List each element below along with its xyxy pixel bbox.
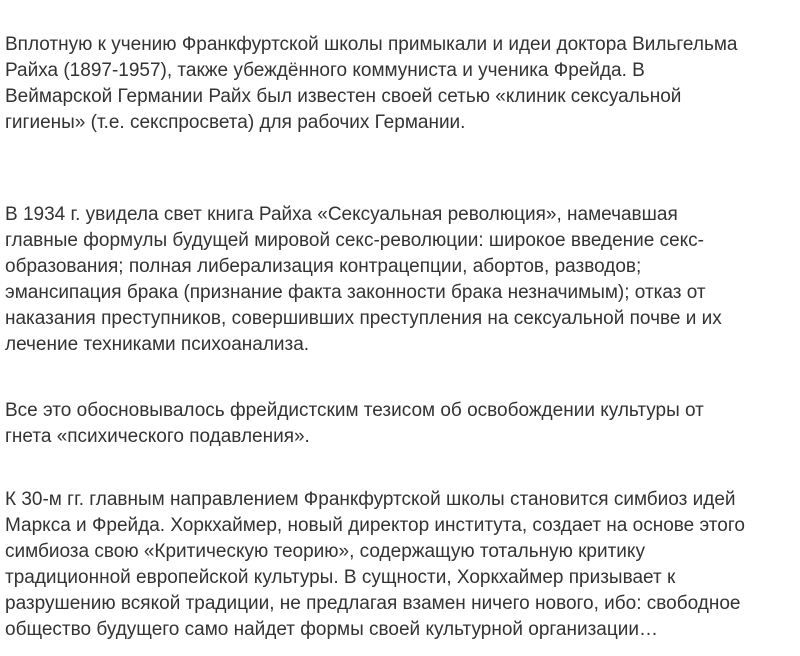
text-line: наказания преступников, совершивших преступления на сексуальной почве и их — [5, 308, 722, 329]
text-line: лечение техниками психоанализа. — [5, 334, 310, 355]
text-line: гнета «психического подавления». — [5, 426, 310, 447]
text-line: Маркса и Фрейда. Хоркхаймер, новый директор института, создает на основе этого — [5, 515, 745, 536]
text-line: симбиоза свою «Критическую теорию», содержащую тотальную критику — [5, 541, 645, 562]
text-line: традиционной европейской культуры. В сущности, Хоркхаймер призывает к — [5, 567, 676, 588]
text-line: главные формулы будущей мировой секс-революции: широкое введение секс- — [5, 230, 705, 251]
text-line: К 30-м гг. главным направлением Франкфуртской школы становится симбиоз идей — [5, 489, 736, 510]
text-line: эмансипация брака (признание факта законности брака незначимым); отказ от — [5, 282, 706, 303]
paragraph-freudian-thesis — [5, 398, 795, 450]
paragraph-critical-theory — [5, 487, 795, 643]
text-line: гигиены» (т.е. секспросвета) для рабочих Германии. — [5, 112, 466, 133]
paragraph-reich-intro — [5, 32, 795, 136]
text-line: В 1934 г. увидела свет книга Райха «Сексуальная революция», намечавшая — [5, 204, 678, 225]
text-line: общество будущего само найдет формы своей культурной организации… — [5, 619, 658, 640]
text-line: Все это обосновывалось фрейдистским тезисом об освобождении культуры от — [5, 400, 704, 421]
text-line: Веймарской Германии Райх был известен своей сетью «клиник сексуальной — [5, 86, 682, 107]
paragraph-sexual-revolution — [5, 202, 795, 358]
text-line: образования; полная либерализация контрацепции, абортов, разводов; — [5, 256, 642, 277]
text-line: разрушению всякой традиции, не предлагая взамен ничего нового, ибо: свободное — [5, 593, 741, 614]
text-line: Райха (1897-1957), также убеждённого коммуниста и ученика Фрейда. В — [5, 60, 645, 81]
text-line: Вплотную к учению Франкфуртской школы примыкали и идеи доктора Вильгельма — [5, 34, 738, 55]
